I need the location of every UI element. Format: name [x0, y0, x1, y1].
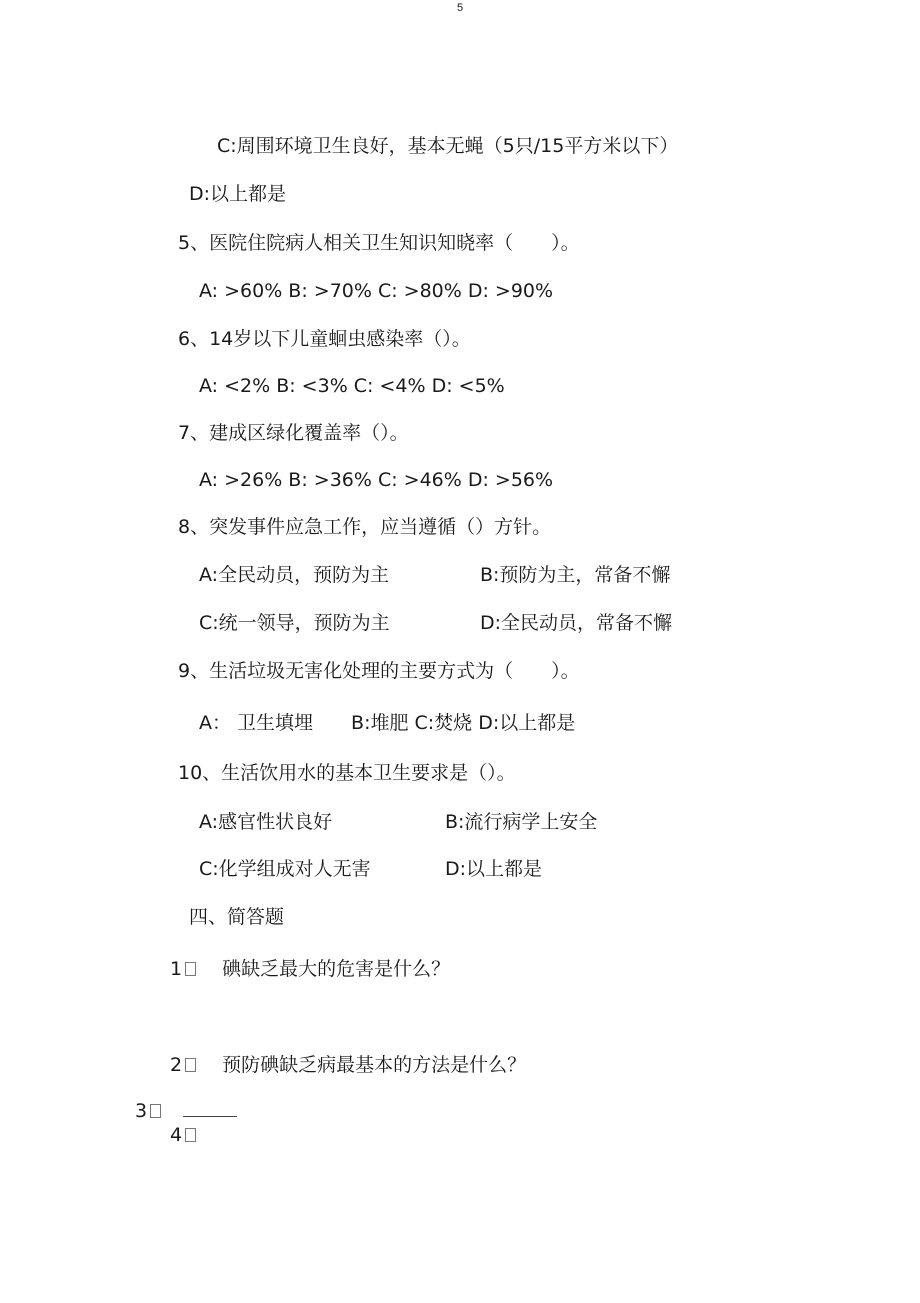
- question-8-option-a: A:全民动员，预防为主: [199, 564, 390, 586]
- question-9-options: A： 卫生填埋 B:堆肥 C:焚烧 D:以上都是: [199, 712, 576, 734]
- short-question-4-number: 4: [170, 1124, 183, 1146]
- question-6: 6、14岁以下儿童蛔虫感染率（）。: [178, 328, 471, 350]
- placeholder-box-icon: [150, 1104, 161, 1118]
- short-question-2-text: 预防碘缺乏病最基本的方法是什么？: [222, 1054, 527, 1076]
- blank-line: [183, 1102, 237, 1117]
- question-7-options: A: >26% B: >36% C: >46% D: >56%: [199, 469, 554, 491]
- placeholder-box-icon: [185, 1058, 196, 1072]
- question-8: 8、突发事件应急工作，应当遵循（）方针。: [178, 516, 552, 538]
- question-7: 7、建成区绿化覆盖率（）。: [178, 422, 409, 444]
- section-heading-short-answer: 四、简答题: [189, 906, 285, 928]
- option-c-flies: C:周围环境卫生良好，基本无蝇（5只/15平方米以下）: [217, 135, 679, 157]
- short-question-2: [170, 1053, 526, 1077]
- short-question-3-number: 3: [135, 1100, 148, 1122]
- placeholder-box-icon: [185, 1128, 196, 1142]
- question-6-options: A: <2% B: <3% C: <4% D: <5%: [199, 375, 505, 397]
- question-8-option-b: B:预防为主，常备不懈: [480, 564, 671, 586]
- short-question-1: [170, 957, 450, 981]
- question-10-option-c: C:化学组成对人无害: [199, 858, 371, 880]
- question-5: 5、医院住院病人相关卫生知识知晓率（ ）。: [178, 232, 580, 254]
- question-5-options: A: >60% B: >70% C: >80% D: >90%: [199, 280, 554, 302]
- question-10: 10、生活饮用水的基本卫生要求是（）。: [178, 762, 516, 784]
- option-d-all: D:以上都是: [189, 183, 287, 205]
- short-question-2-number: 2: [170, 1054, 183, 1076]
- question-10-option-b: B:流行病学上安全: [445, 811, 598, 833]
- short-question-1-number: 1: [170, 958, 183, 980]
- page-number: 5: [456, 2, 464, 14]
- question-8-option-c: C:统一领导，预防为主: [199, 612, 390, 634]
- question-10-option-a: A:感官性状良好: [199, 811, 333, 833]
- question-8-option-d: D:全民动员，常备不懈: [480, 612, 673, 634]
- short-question-1-text: 碘缺乏最大的危害是什么？: [222, 958, 451, 980]
- placeholder-box-icon: [185, 962, 196, 976]
- question-10-option-d: D:以上都是: [445, 858, 543, 880]
- short-question-4: [170, 1123, 196, 1147]
- question-9: 9、生活垃圾无害化处理的主要方式为（ ）。: [178, 660, 580, 682]
- short-question-3: [135, 1099, 237, 1123]
